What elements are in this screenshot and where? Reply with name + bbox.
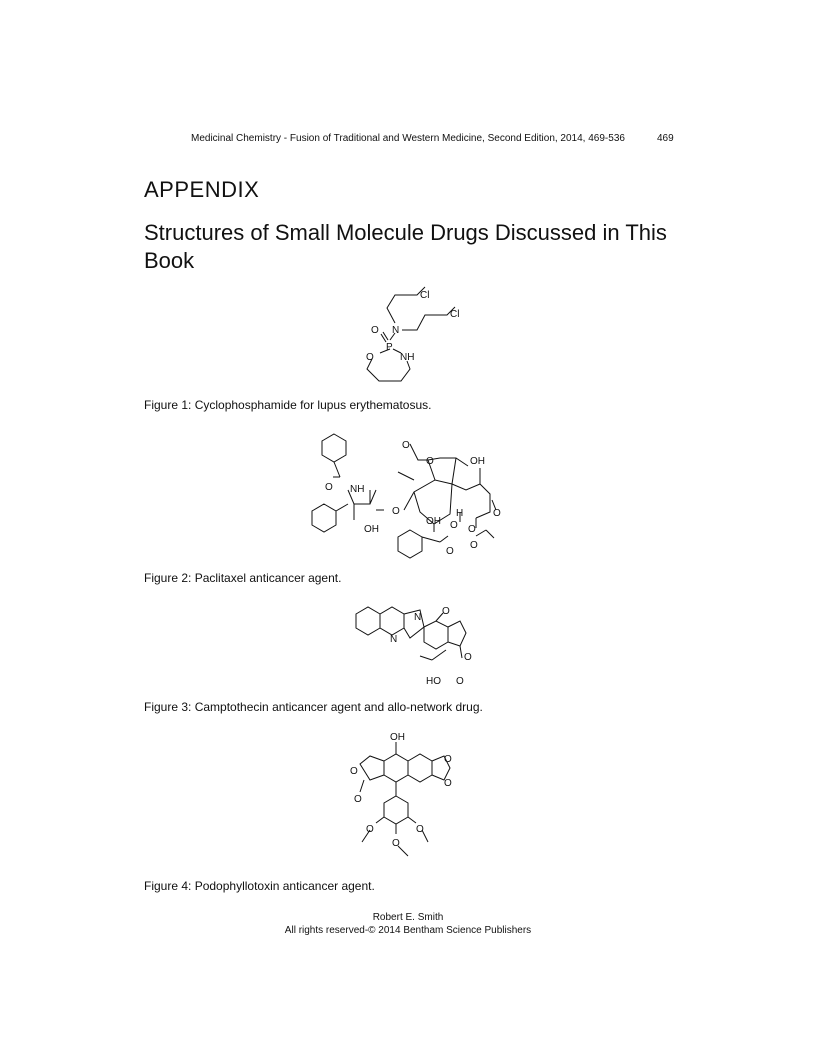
- atom-o-7: O: [392, 838, 400, 849]
- podophyllotoxin-bonds: [360, 742, 450, 856]
- figure-1-structure: [355, 285, 465, 385]
- figure-3-caption: Figure 3: Camptothecin anticancer agent and allo-network drug.: [144, 700, 483, 714]
- atom-o-1: O: [442, 606, 450, 617]
- cyclophosphamide-bonds: [367, 287, 455, 381]
- atom-cl-2: Cl: [450, 309, 460, 320]
- atom-o: O: [371, 325, 379, 336]
- figure-2-caption: Figure 2: Paclitaxel anticancer agent.: [144, 571, 342, 585]
- page-title: Structures of Small Molecule Drugs Discussed in This Book: [144, 220, 667, 273]
- atom-nh: NH: [400, 352, 415, 363]
- footer-author: Robert E. Smith: [372, 912, 444, 923]
- atom-o-2: O: [426, 456, 434, 467]
- atom-o-4: O: [354, 794, 362, 805]
- atom-oh-1: OH: [470, 456, 485, 467]
- atom-o-1: O: [444, 754, 452, 765]
- atom-p: P: [386, 342, 393, 353]
- atom-n-2: N: [414, 612, 422, 623]
- atom-o-1: O: [402, 440, 410, 451]
- atom-o-6: O: [416, 824, 424, 835]
- paclitaxel-bonds: [312, 434, 496, 558]
- figure-2-structure: [310, 432, 510, 562]
- atom-n-1: N: [390, 634, 398, 645]
- atom-nh: NH: [350, 484, 365, 495]
- page-number: 469: [657, 133, 674, 144]
- figure-4-structure: [340, 730, 470, 862]
- atom-o-5: O: [366, 824, 374, 835]
- atom-o-8: O: [446, 546, 454, 557]
- atom-oh: OH: [390, 732, 405, 743]
- atom-o-ring: O: [366, 352, 374, 363]
- atom-o-3: O: [350, 766, 358, 777]
- figure-3-structure: [342, 602, 478, 688]
- footer-rights: All rights reserved-© 2014 Bentham Science Publishers: [284, 925, 532, 936]
- figure-1-caption: Figure 1: Cyclophosphamide for lupus erythematosus.: [144, 398, 432, 412]
- atom-o-4: O: [392, 506, 400, 517]
- atom-o-3: O: [456, 676, 464, 687]
- atom-oh-3: OH: [426, 516, 441, 527]
- atom-o-6: O: [493, 508, 501, 519]
- atom-o-2: O: [464, 652, 472, 663]
- figure-4-caption: Figure 4: Podophyllotoxin anticancer agent.: [144, 879, 375, 893]
- section-heading: APPENDIX: [144, 177, 260, 202]
- atom-o-5: O: [450, 520, 458, 531]
- atom-oh-2: OH: [364, 524, 379, 535]
- atom-o-9: O: [470, 540, 478, 551]
- atom-ho: HO: [426, 676, 441, 687]
- atom-h: H: [456, 508, 464, 519]
- atom-o-7: O: [468, 524, 476, 535]
- atom-n: N: [392, 325, 400, 336]
- atom-o-3: O: [325, 482, 333, 493]
- atom-o-2: O: [444, 778, 452, 789]
- running-header: Medicinal Chemistry - Fusion of Traditional and Western Medicine, Second Edition, 2014, 469-536: [191, 133, 625, 144]
- atom-cl-1: Cl: [420, 290, 430, 301]
